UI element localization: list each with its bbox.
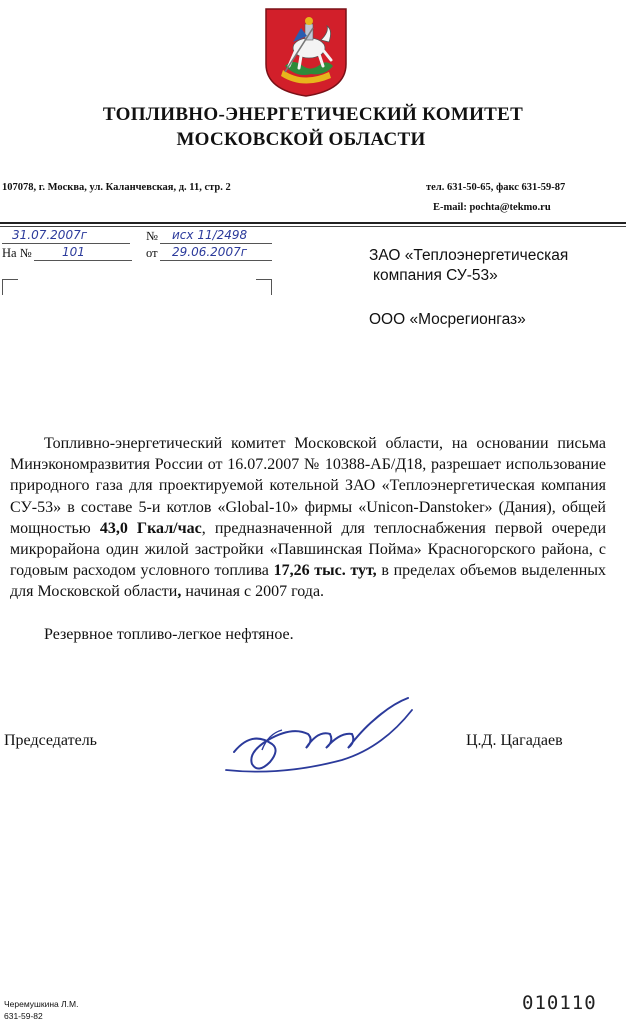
signatory-name: Ц.Д. Цагадаев bbox=[466, 732, 563, 749]
reply-to-number-line bbox=[34, 260, 132, 261]
organization-phone: тел. 631-50-65, факс 631-59-87 bbox=[426, 182, 566, 193]
body-paragraph-1 bbox=[10, 433, 606, 603]
capacity-value: 43,0 Гкал/час bbox=[99, 519, 202, 537]
body-text: в пределах объемов выделенных для Московской области bbox=[10, 562, 607, 601]
addressee-line3: ООО «Мосрегионгаз» bbox=[369, 311, 526, 328]
corner-mark-left bbox=[2, 279, 18, 280]
body-text: Топливно-энергетический комитет Московской области, на основании письма Минэкономразвития России от 16.07.2007 № 10388-АБ/Д18, разрешает использование природного газа для проектируемой котельной ЗАО «Теплоэнергетическая компания СУ-53» в составе 5-и котлов «Global-10» фирмы «Unicon-Danstoker» (Дания), общей мощностью bbox=[10, 435, 606, 537]
executor-phone: 631-59-82 bbox=[4, 1011, 43, 1021]
signatory-position: Председатель bbox=[4, 732, 97, 749]
corner-mark-right bbox=[256, 279, 272, 280]
coat-of-arms-emblem bbox=[263, 6, 349, 98]
body-text: начиная с 2007 года. bbox=[181, 583, 325, 601]
header-divider bbox=[0, 222, 626, 224]
organization-address: 107078, г. Москва, ул. Каланчевская, д. 11, стр. 2 bbox=[2, 182, 231, 193]
outgoing-number-line bbox=[160, 243, 272, 244]
executor-name: Черемушкина Л.М. bbox=[4, 999, 79, 1009]
reply-from-date-line bbox=[160, 260, 272, 261]
handwritten-signature bbox=[222, 690, 418, 780]
body-comma: , bbox=[177, 583, 182, 601]
corner-mark-right-vertical bbox=[271, 279, 272, 295]
corner-mark-left-vertical bbox=[2, 279, 3, 295]
body-paragraph-2: Резервное топливо-легкое нефтяное. bbox=[44, 626, 294, 643]
addressee-line2: компания СУ-53» bbox=[373, 267, 498, 284]
reply-to-number-handwritten: 101 bbox=[62, 245, 85, 259]
reply-to-label: На № bbox=[2, 246, 32, 260]
outgoing-number-label: № bbox=[146, 229, 158, 243]
document-serial-number: 010110 bbox=[522, 992, 597, 1014]
organization-email: E-mail: pochta@tekmo.ru bbox=[433, 202, 551, 213]
outgoing-date-handwritten: 31.07.2007г bbox=[12, 228, 88, 242]
body-text: , предназначенной для теплоснабжения первой очереди микрорайона один жилой застройки «Павшинская Пойма» Красногорского района, с годовым расходом условного топлива bbox=[10, 519, 607, 580]
organization-title-line2: МОСКОВСКОЙ ОБЛАСТИ bbox=[176, 129, 426, 150]
fuel-consumption-value: 17,26 тыс. тут, bbox=[273, 562, 377, 580]
addressee-line1: ЗАО «Теплоэнергетическая bbox=[369, 247, 569, 264]
header-divider-thin bbox=[0, 226, 626, 227]
outgoing-number-handwritten: исх 11/2498 bbox=[172, 228, 248, 242]
organization-title-line1: ТОПЛИВНО-ЭНЕРГЕТИЧЕСКИЙ КОМИТЕТ bbox=[102, 104, 524, 125]
reply-from-label: от bbox=[146, 246, 158, 260]
outgoing-date-line bbox=[2, 243, 130, 244]
reply-from-date-handwritten: 29.06.2007г bbox=[172, 245, 248, 259]
